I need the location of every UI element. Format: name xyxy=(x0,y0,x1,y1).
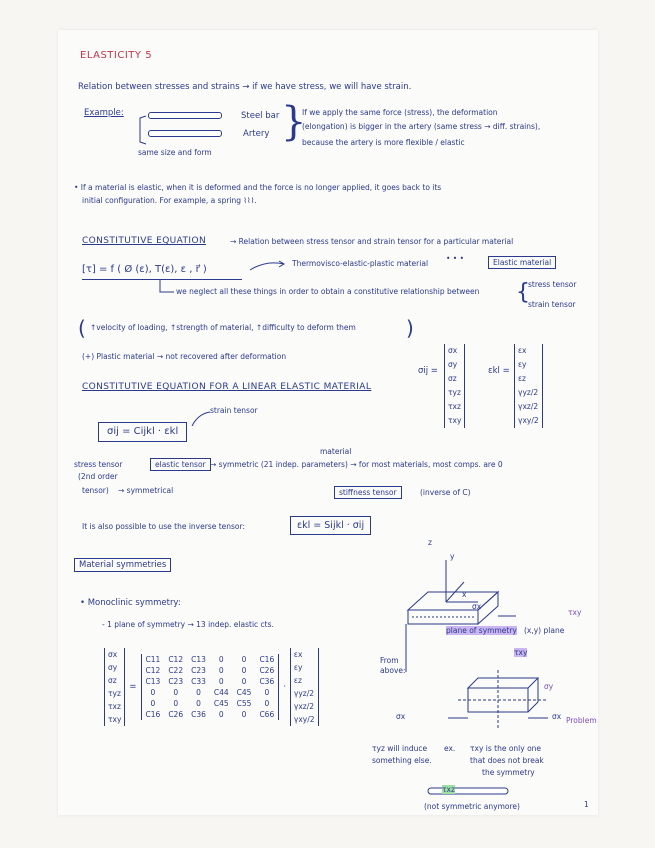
matrix-cell: 0 xyxy=(264,688,270,697)
matrix-cell: C23 xyxy=(168,677,184,686)
neglect-text: we neglect all these things in order to obtain a constitutive relationship between xyxy=(176,287,480,296)
neglect-arrow xyxy=(158,280,178,296)
stiffness-matrix-table xyxy=(142,654,279,720)
stress-component: σz xyxy=(108,676,117,685)
strain-tensor-label: strain tensor xyxy=(528,300,576,309)
elastic-tensor-desc: → symmetric (21 indep. parameters) → for most materials, most comps. are 0 xyxy=(210,460,503,469)
strain-component: εz xyxy=(293,676,302,685)
eps-vector-label: εkl = xyxy=(488,366,510,376)
matrix-cell: C66 xyxy=(259,710,275,719)
matrix-cell: 0 xyxy=(150,688,156,697)
matrix-cell: 0 xyxy=(196,688,201,697)
matrix-cell: C36 xyxy=(259,677,275,686)
artery-drawing xyxy=(148,130,222,137)
tau-only-1: τxy is the only one xyxy=(470,744,542,753)
tau-xz-highlight: τxz xyxy=(442,785,455,794)
material-symmetries-heading: Material symmetries xyxy=(74,558,171,572)
matrix-cell: 0 xyxy=(241,677,247,686)
intro-text: Relation between stresses and strains → if we have stress, we will have strain. xyxy=(78,82,412,92)
symmetrical-text: → symmetrical xyxy=(118,486,174,495)
inverse-equation-box: εkl = Sijkl · σij xyxy=(290,516,371,535)
from-above-2: above: xyxy=(380,666,406,675)
stress-column-vector xyxy=(104,648,125,726)
sigma-vector xyxy=(444,344,465,428)
strain-tensor-note: strain tensor xyxy=(210,406,258,415)
plane-xy-label: (x,y) plane xyxy=(524,626,565,635)
dots: • • • xyxy=(446,254,465,263)
matrix-cell: 0 xyxy=(264,699,270,708)
tau-yz-note-2: something else. xyxy=(372,756,432,765)
linear-elastic-equation-box: σij = Cijkl · εkl xyxy=(98,422,187,442)
plastic-text: (+) Plastic material → not recovered after deformation xyxy=(82,352,287,361)
stiffness-matrix xyxy=(141,654,280,720)
stress-tensor-note-3: tensor) xyxy=(82,486,109,495)
elastic-note-2: initial configuration. For example, a spring ⌇⌇⌇. xyxy=(82,196,257,205)
same-size-note: same size and form xyxy=(138,148,212,157)
stress-component: τxy xyxy=(108,715,122,724)
strain-component: γxy/2 xyxy=(293,715,315,724)
matrix-cell: 0 xyxy=(150,699,156,708)
matrix-cell: C36 xyxy=(191,710,206,719)
eps-item: γxz/2 xyxy=(518,402,539,411)
sigma-item: τyz xyxy=(448,388,461,397)
elastic-material-box: Elastic material xyxy=(488,256,556,269)
sigma-vector-label: σij = xyxy=(418,366,438,376)
eps-item: εx xyxy=(518,346,527,355)
stress-component: τyz xyxy=(108,689,121,698)
neglect-brace: { xyxy=(516,280,530,305)
inverse-text: It is also possible to use the inverse tensor: xyxy=(82,522,245,531)
strain-component: γyz/2 xyxy=(293,689,315,698)
matrix-cell: C12 xyxy=(145,666,161,675)
plane-of-symmetry-text: - 1 plane of symmetry → 13 indep. elastic cts. xyxy=(102,620,274,629)
example-label: Example: xyxy=(84,108,124,118)
sigma-item: σz xyxy=(448,374,457,383)
elastic-tensor-box: elastic tensor xyxy=(150,458,211,471)
matrix-cell: C22 xyxy=(168,666,184,675)
thermovisco-text: Thermovisco-elastic-plastic material xyxy=(292,259,429,268)
example-explanation-1: If we apply the same force (stress), the deformation xyxy=(302,108,498,117)
matrix-cell: C16 xyxy=(145,710,161,719)
strain-column-vector xyxy=(290,648,319,726)
stiffness-tensor-box: stiffness tensor xyxy=(334,486,402,499)
matrix-cell: 0 xyxy=(218,677,224,686)
stress-component: σy xyxy=(108,663,118,672)
matrix-cell: C16 xyxy=(259,655,275,664)
page-number: 1 xyxy=(584,800,589,809)
stress-component: σx xyxy=(108,650,118,659)
eps-item: εy xyxy=(518,360,527,369)
stress-tensor-label: stress tensor xyxy=(528,280,577,289)
example-explanation-3: because the artery is more flexible / elastic xyxy=(302,138,465,147)
axis-y-label: y xyxy=(450,552,455,561)
matrix-cell: C13 xyxy=(145,677,161,686)
matrix-cell: 0 xyxy=(218,666,224,675)
equals-sign: = xyxy=(129,681,137,692)
steel-bar-label: Steel bar xyxy=(241,111,280,121)
matrix-cell: C11 xyxy=(145,655,161,664)
strain-component: γxz/2 xyxy=(293,702,315,711)
example-explanation-2: (elongation) is bigger in the artery (same stress → diff. strains), xyxy=(302,122,541,131)
factors-open-paren: ( xyxy=(78,316,86,340)
sigma-item: τxz xyxy=(448,402,461,411)
tau-only-2: that does not break xyxy=(470,756,544,765)
notebook-page xyxy=(58,30,598,815)
matrix-cell: C26 xyxy=(259,666,275,675)
not-symmetric-note: (not symmetric anymore) xyxy=(424,802,520,811)
matrix-row xyxy=(142,665,279,676)
matrix-cell: C23 xyxy=(191,666,206,675)
sigma-item: σy xyxy=(448,360,458,369)
tau-only-3: the symmetry xyxy=(482,768,535,777)
eps-item: εz xyxy=(518,374,526,383)
inverse-of-text: (inverse of C) xyxy=(420,488,471,497)
matrix-cell: 0 xyxy=(196,699,201,708)
matrix-row xyxy=(142,709,279,720)
stress-tensor-note-1: stress tensor xyxy=(74,460,123,469)
matrix-cell: 0 xyxy=(173,699,179,708)
monoclinic-label: • Monoclinic symmetry: xyxy=(80,598,181,608)
sigma-item: σx xyxy=(448,346,458,355)
eps-vector xyxy=(514,344,543,428)
tau-yz-note-1: τyz will induce xyxy=(372,744,428,753)
matrix-cell: 0 xyxy=(241,666,247,675)
sigma-x-left: σx xyxy=(396,712,406,721)
strain-component: εx xyxy=(293,650,303,659)
matrix-cell: 0 xyxy=(173,688,179,697)
matrix-row xyxy=(142,698,279,709)
side-label-2: τxy xyxy=(568,608,582,617)
axis-z-label: z xyxy=(428,538,432,547)
linear-elastic-heading: CONSTITUTIVE EQUATION FOR A LINEAR ELASTIC MATERIAL xyxy=(82,382,372,392)
matrix-cell: 0 xyxy=(241,655,247,664)
elastic-note-1: • If a material is elastic, when it is deformed and the force is no longer applied, it goes back to its xyxy=(74,183,442,192)
matrix-cell: C13 xyxy=(191,655,206,664)
matrix-row xyxy=(142,676,279,687)
factors-text: ↑velocity of loading, ↑strength of material, ↑difficulty to deform them xyxy=(90,323,356,332)
steel-bar-drawing xyxy=(148,112,222,119)
dot-operator: · xyxy=(283,681,286,692)
matrix-cell: C45 xyxy=(236,688,252,697)
matrix-row xyxy=(142,687,279,698)
eps-item: γxy/2 xyxy=(518,416,539,425)
constitutive-equation: [τ] = f ( Ø (ε), T(ε), ε , r⃗ ) xyxy=(82,264,207,275)
matrix-cell: 0 xyxy=(218,710,224,719)
brace-symbol: } xyxy=(281,99,307,145)
example-abbrev: ex. xyxy=(444,744,456,753)
matrix-cell: C44 xyxy=(213,688,229,697)
sigma-x-right: σx xyxy=(552,712,562,721)
matrix-cell: 0 xyxy=(241,710,247,719)
page-title: ELASTICITY 5 xyxy=(80,50,153,61)
arrow-to-thermovisco xyxy=(248,258,288,274)
sigma-item: τxy xyxy=(448,416,462,425)
stress-component: τxz xyxy=(108,702,121,711)
same-size-bracket xyxy=(136,116,156,146)
strain-component: εy xyxy=(293,663,303,672)
side-label-3: Problem xyxy=(566,716,597,725)
factors-close-paren: ) xyxy=(406,316,414,340)
tau-xy-highlight: τxy xyxy=(514,648,528,657)
matrix-cell: C26 xyxy=(168,710,184,719)
from-above-1: From xyxy=(380,656,399,665)
matrix-cell: C55 xyxy=(236,699,252,708)
matrix-row xyxy=(142,654,279,665)
matrix-cell: C45 xyxy=(213,699,229,708)
constitutive-heading: CONSTITUTIVE EQUATION xyxy=(82,236,207,246)
plane-of-symmetry-highlight: plane of symmetry xyxy=(446,626,517,635)
artery-label: Artery xyxy=(243,129,270,139)
matrix-cell: C33 xyxy=(191,677,206,686)
axis-x-label: x xyxy=(462,590,467,599)
constitutive-desc: → Relation between stress tensor and strain tensor for a particular material xyxy=(230,237,514,246)
side-label-1: σy xyxy=(544,682,554,691)
matrix-cell: C12 xyxy=(168,655,184,664)
eps-item: γyz/2 xyxy=(518,388,539,397)
material-note: material xyxy=(320,447,352,456)
matrix-cell: 0 xyxy=(218,655,224,664)
sigma-x-label: σx xyxy=(472,602,482,611)
stress-tensor-note-2: (2nd order xyxy=(78,472,118,481)
stiffness-matrix-equation xyxy=(104,648,319,726)
